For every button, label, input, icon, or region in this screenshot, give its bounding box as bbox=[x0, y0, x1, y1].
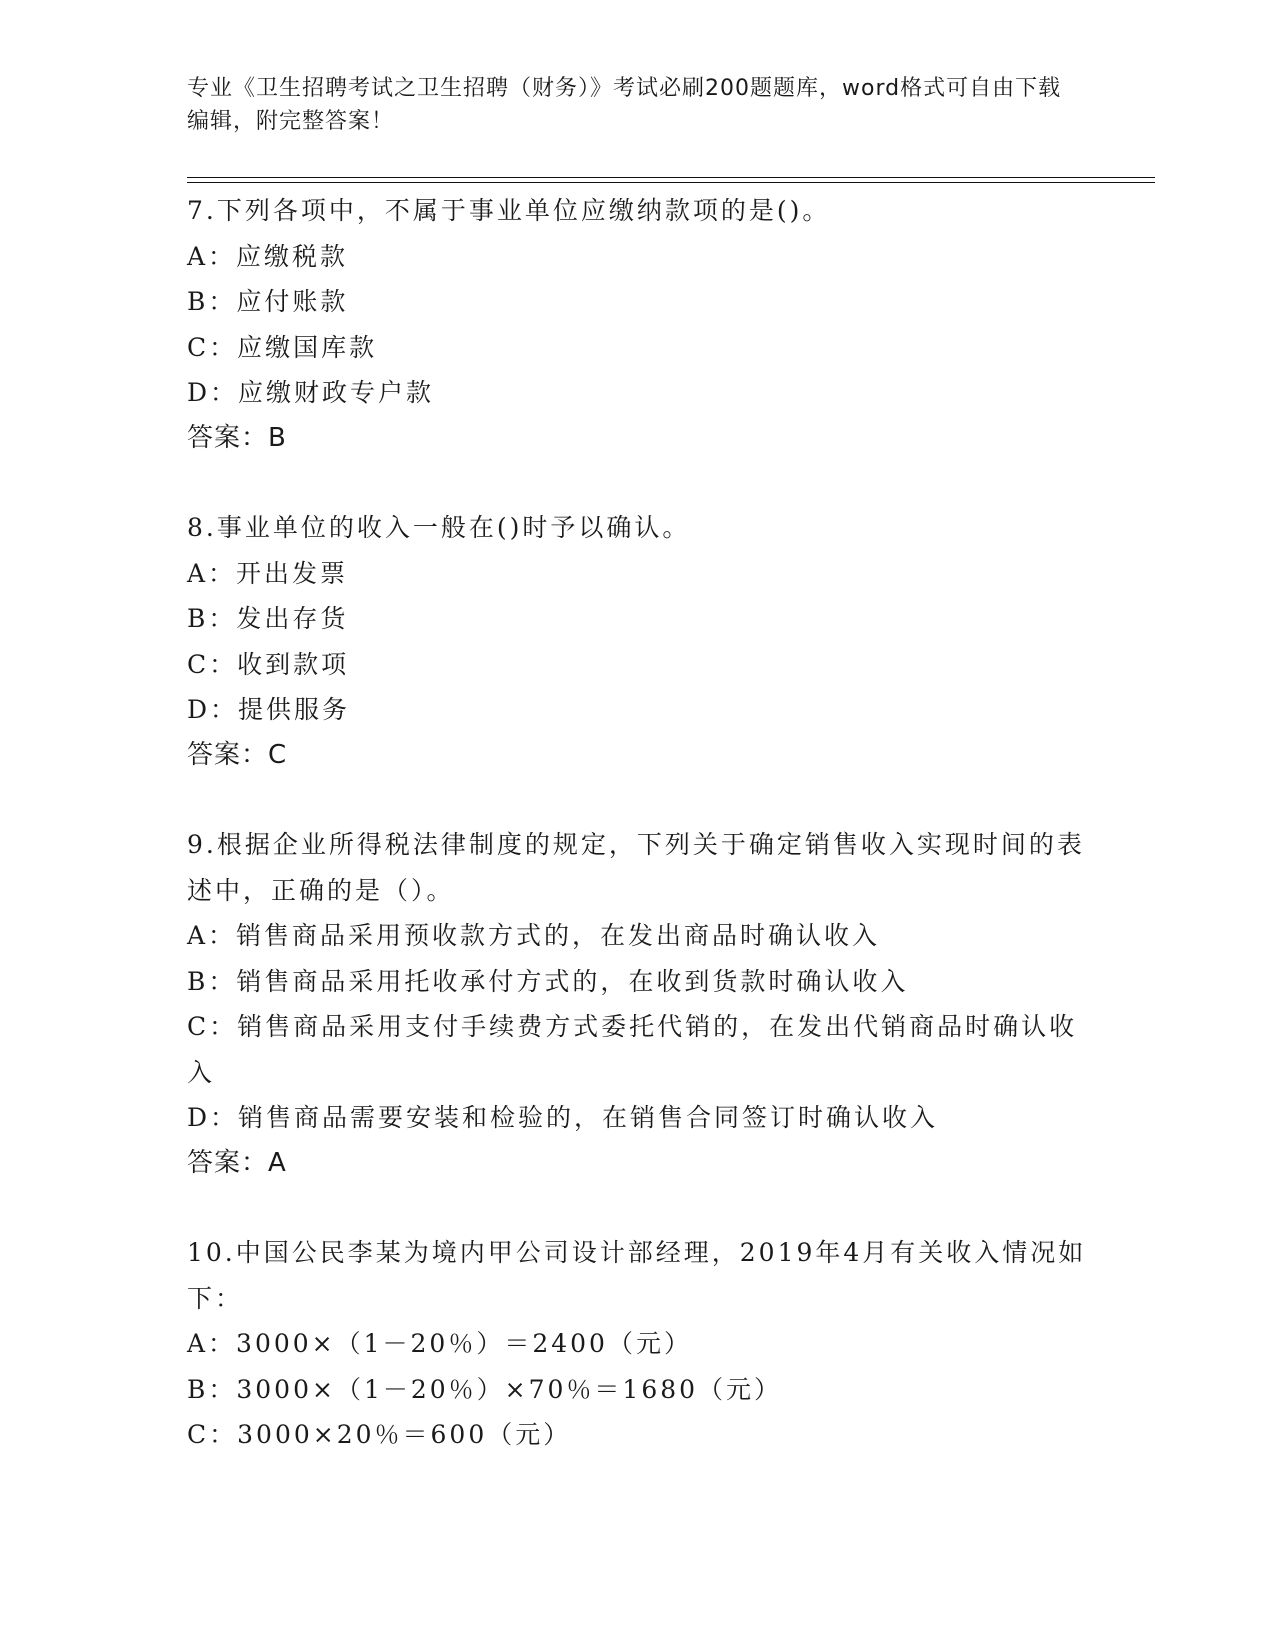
option-b: B：发出存货 bbox=[187, 604, 349, 633]
option-d: D：销售商品需要安装和检验的，在销售合同签订时确认收入 bbox=[187, 1103, 939, 1132]
answer: 答案：C bbox=[187, 739, 288, 770]
question-8 bbox=[187, 505, 1087, 778]
option-c: C：3000×20％＝600（元） bbox=[187, 1420, 572, 1449]
option-b: B：销售商品采用托收承付方式的，在收到货款时确认收入 bbox=[187, 966, 909, 996]
header-rule-bottom bbox=[187, 182, 1155, 183]
option-c: C：应缴国库款 bbox=[187, 332, 378, 362]
option-d: D：提供服务 bbox=[187, 695, 351, 724]
question-stem: 9.根据企业所得税法律制度的规定，下列关于确定销售收入实现时间的表述中，正确的是（）。 bbox=[187, 830, 1085, 905]
question-10 bbox=[187, 1230, 1087, 1458]
question-stem: 10.中国公民李某为境内甲公司设计部经理，2019年4月有关收入情况如下： bbox=[187, 1238, 1087, 1313]
option-a: A：开出发票 bbox=[187, 558, 349, 588]
document-header: 专业《卫生招聘考试之卫生招聘（财务）》考试必刷200题题库，word格式可自由下载编辑，附完整答案！ bbox=[187, 76, 1062, 134]
question-stem: 8.事业单位的收入一般在()时予以确认。 bbox=[187, 513, 691, 542]
answer: 答案：B bbox=[187, 422, 287, 453]
option-a: A：应缴税款 bbox=[187, 241, 349, 271]
question-stem: 7.下列各项中，不属于事业单位应缴纳款项的是()。 bbox=[187, 196, 831, 225]
option-c: C：销售商品采用支付手续费方式委托代销的，在发出代销商品时确认收入 bbox=[187, 1012, 1078, 1087]
question-7 bbox=[187, 188, 1087, 461]
question-9 bbox=[187, 822, 1087, 1186]
option-c: C：收到款项 bbox=[187, 649, 350, 679]
header-rule-top bbox=[187, 177, 1155, 178]
option-b: B：3000×（1－20％）×70％＝1680（元） bbox=[187, 1374, 783, 1404]
option-a: A：3000×（1－20％）＝2400（元） bbox=[187, 1329, 692, 1358]
answer: 答案：A bbox=[187, 1147, 287, 1178]
option-d: D：应缴财政专户款 bbox=[187, 378, 435, 407]
option-b: B：应付账款 bbox=[187, 287, 349, 316]
option-a: A：销售商品采用预收款方式的，在发出商品时确认收入 bbox=[187, 921, 881, 950]
question-list bbox=[187, 188, 1087, 1458]
